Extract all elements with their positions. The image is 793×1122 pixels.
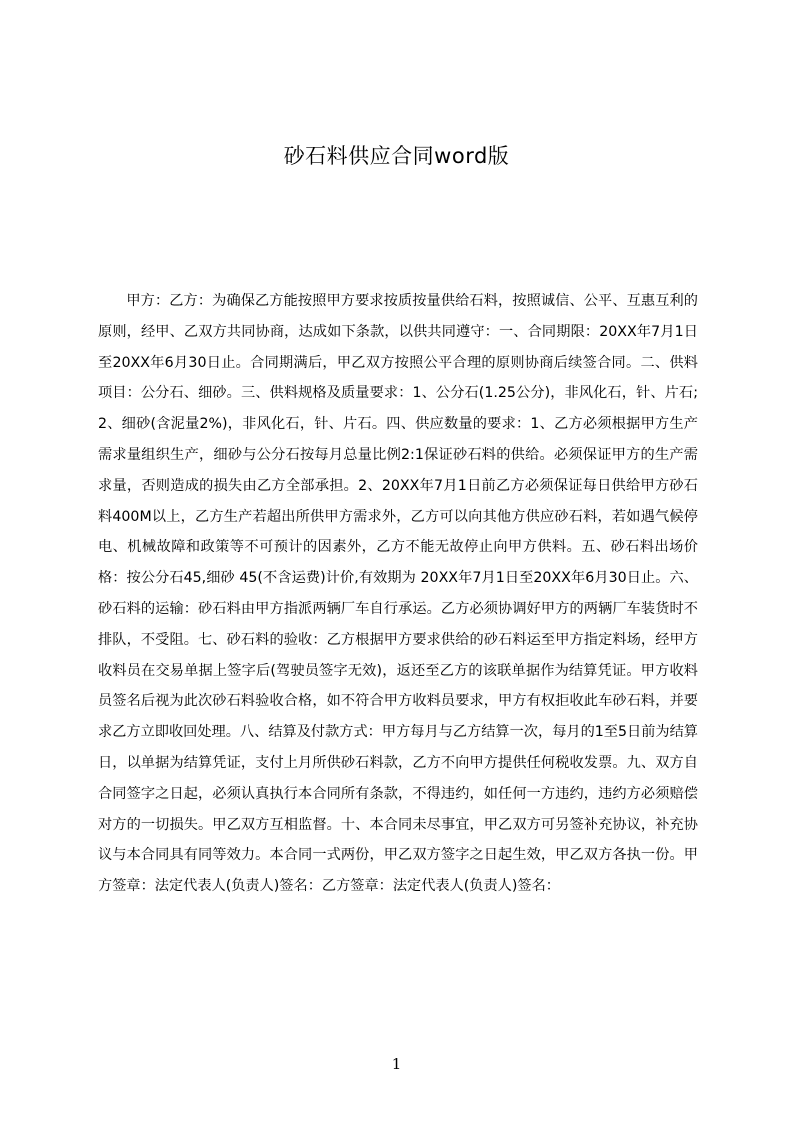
document-title: 砂石料供应合同word版	[283, 144, 510, 168]
page-number: 1	[391, 1055, 402, 1073]
contract-body: 甲方：乙方：为确保乙方能按照甲方要求按质按量供给石料，按照诚信、公平、互惠互利的原则，经甲、乙双方共同协商，达成如下条款，以供共同遵守：一、合同期限：20XX年7月1日至20XX年6月30日止。合同期满后，甲乙双方按照公平合理的原则协商后续签合同。二、供料项目：公分石、细砂。三、供料规格及质量要求：1、公分石(1.25公分)，非风化石，针、片石;2、细砂(含泥量2%)，非风化石，针、片石。四、供应数量的要求：1、乙方必须根据甲方生产需求量组织生产，细砂与公分石按每月总量比例2:1保证砂石料的供给。必须保证甲方的生产需求量，否则造成的损失由乙方全部承担。2、20XX年7月1日前乙方必须保证每日供给甲方砂石料400M以上，乙方生产若超出所供甲方需求外，乙方可以向其他方供应砂石料，若如遇气候停电、机械故障和政策等不可预计的因素外，乙方不能无故停止向甲方供料。五、砂石料出场价格：按公分石45,细砂 45(不含运费)计价,有效期为 20XX年7月1日至20XX年6月30日止。六、砂石料的运输：砂石料由甲方指派两辆厂车自行承运。乙方必须协调好甲方的两辆厂车装货时不排队，不受阻。七、砂石料的验收：乙方根据甲方要求供给的砂石料运至甲方指定料场，经甲方收料员在交易单据上签字后(驾驶员签字无效)，返还至乙方的该联单据作为结算凭证。甲方收料员签名后视为此次砂石料验收合格，如不符合甲方收料员要求，甲方有权拒收此车砂石料，并要求乙方立即收回处理。八、结算及付款方式：甲方每月与乙方结算一次，每月的1至5日前为结算日，以单据为结算凭证，支付上月所供砂石料款，乙方不向甲方提供任何税收发票。九、双方自合同签字之日起，必须认真执行本合同所有条款，不得违约，如任何一方违约，违约方必须赔偿对方的一切损失。甲乙双方互相监督。十、本合同未尽事宜，甲乙双方可另签补充协议，补充协议与本合同具有同等效力。本合同一式两份，甲乙双方签字之日起生效，甲乙双方各执一份。甲方签章：法定代表人(负责人)签名：乙方签章：法定代表人(负责人)签名：	[98, 293, 698, 895]
